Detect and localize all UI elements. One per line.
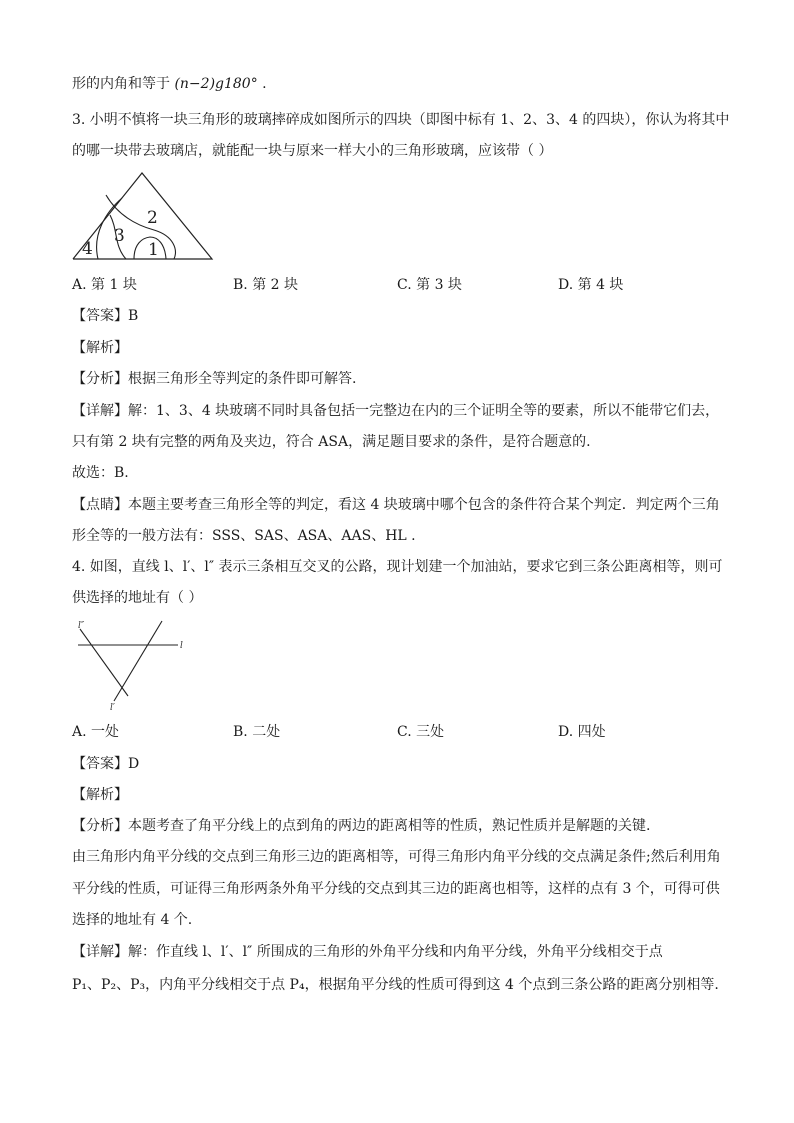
q3-dianjing-line1: 【点睛】本题主要考查三角形全等的判定，看这 4 块玻璃中哪个包含的条件符合某个判定．判定两个三角 (72, 497, 720, 513)
q4-option-d: D. 四处 (558, 724, 606, 740)
q4-option-b: B. 二处 (233, 724, 281, 740)
q4-xiangjie-line1: 【详解】解：作直线 l、l′、l″ 所围成的三角形的外角平分线和内角平分线，外角平分线相交于点 (72, 944, 663, 960)
label-l-prime: l′ (110, 703, 115, 713)
q3-stem-line1: 3. 小明不慎将一块三角形的玻璃摔碎成如图所示的四块（即图中标有 1、2、3、4 的四块），你认为将其中 (72, 112, 730, 128)
q3-option-c: C. 第 3 块 (397, 277, 462, 293)
q4-answer: 【答案】D (72, 756, 140, 772)
piece-label-2: 2 (147, 208, 158, 228)
continuation-line (72, 74, 267, 94)
q4-option-a: A. 一处 (72, 724, 120, 740)
piece-label-3: 3 (114, 226, 125, 246)
q4-fenxi-line2: 由三角形内角平分线的交点到三角形三边的距离相等，可得三角形内角平分线的交点满足条件;然后利用角 (72, 849, 721, 865)
continuation-text: 形的内角和等于 (72, 76, 170, 92)
q3-stem-line2: 的哪一块带去玻璃店，就能配一块与原来一样大小的三角形玻璃，应该带（ ） (72, 143, 553, 159)
q3-xiangjie-line2: 只有第 2 块有完整的两角及夹边，符合 ASA，满足题目要求的条件，是符合题意的. (72, 434, 591, 450)
q3-analysis-title: 【解析】 (72, 340, 128, 356)
q3-option-a: A. 第 1 块 (72, 277, 137, 293)
q4-fenxi: 【分析】本题考查了角平分线上的点到角的两边的距离相等的性质，熟记性质并是解题的关键. (72, 818, 651, 834)
q3-answer: 【答案】B (72, 308, 139, 324)
piece-label-1: 1 (148, 240, 159, 260)
q4-analysis-title: 【解析】 (72, 787, 128, 803)
road-l-prime (114, 621, 162, 701)
q3-option-b: B. 第 2 块 (233, 277, 298, 293)
q4-fenxi-line3: 平分线的性质，可证得三角形两条外角平分线的交点到其三边的距离也相等，这样的点有 3 个，可得可供 (72, 881, 720, 897)
q4-option-c: C. 三处 (397, 724, 445, 740)
q3-fenxi: 【分析】根据三角形全等判定的条件即可解答. (72, 371, 357, 387)
q3-xiangjie-line1: 【详解】解：1、3、4 块玻璃不同时具备包括一完整边在内的三个证明全等的要素，所以不能带它们去， (72, 403, 720, 419)
q4-fenxi-line4: 选择的地址有 4 个. (72, 912, 193, 928)
q3-dianjing-line2: 形全等的一般方法有：SSS、SAS、ASA、AAS、HL . (72, 528, 416, 544)
q3-broken-triangle-figure (70, 170, 215, 262)
q3-guxuan: 故选：B. (72, 465, 129, 481)
q4-stem-line2: 供选择的地址有（ ） (72, 590, 203, 606)
label-l-double-prime: l″ (78, 621, 85, 631)
q3-option-d: D. 第 4 块 (558, 277, 624, 293)
q4-xiangjie-line2: P₁、P₂、P₃，内角平分线相交于点 P₄，根据角平分线的性质可得到这 4 个点到三条公路的距离分别相等. (72, 977, 719, 993)
road-l-double-prime (80, 629, 128, 696)
piece-label-4: 4 (82, 239, 93, 259)
label-l: l (180, 641, 183, 651)
period: . (262, 76, 267, 92)
q4-three-roads-figure (70, 616, 195, 716)
triangle-outline (73, 173, 212, 259)
interior-angle-formula: (n−2)g180° (174, 76, 258, 92)
q4-stem-line1: 4. 如图，直线 l、l′、l″ 表示三条相互交叉的公路，现计划建一个加油站，要求它到三条公距离相等，则可 (72, 559, 723, 575)
